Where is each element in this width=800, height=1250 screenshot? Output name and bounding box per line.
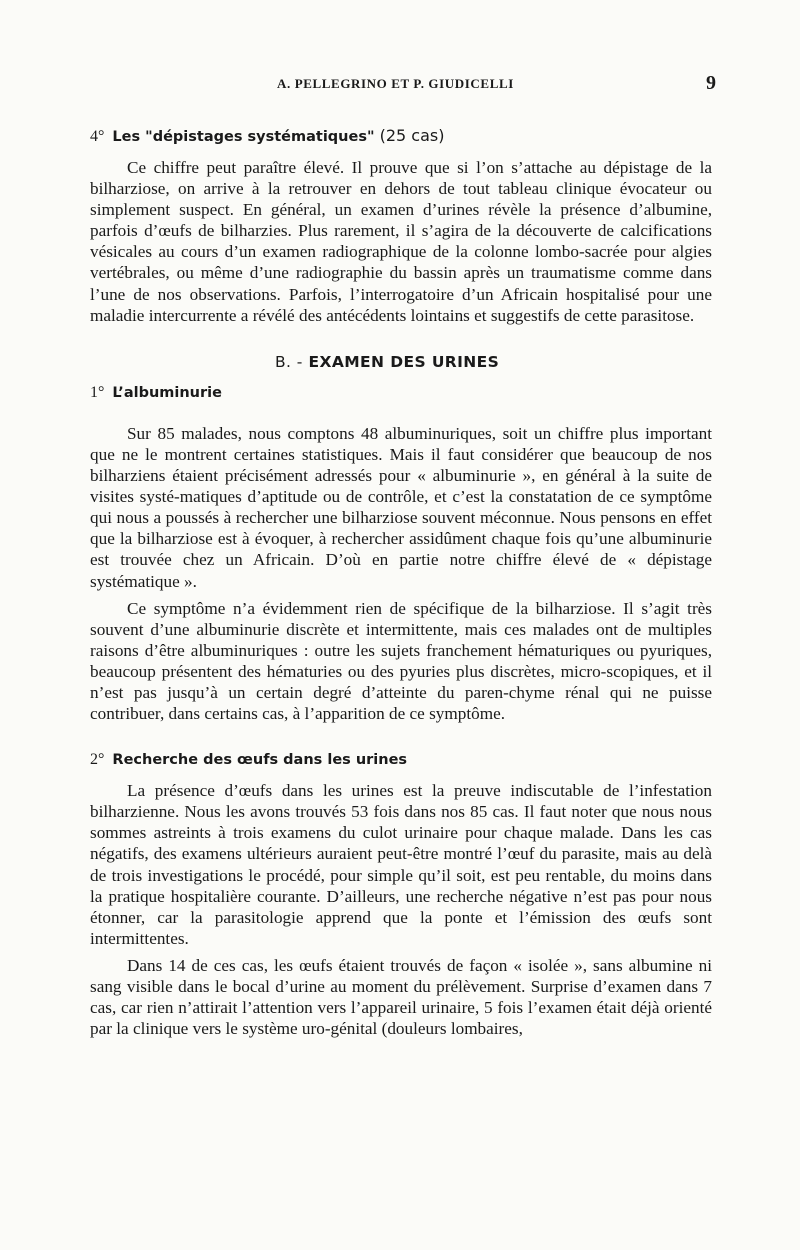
section-4-number: 4°: [90, 128, 105, 145]
section-b-letter: B. -: [275, 352, 303, 371]
section-4-heading: [90, 126, 712, 147]
section-2-paragraph-1: La présence d’œufs dans les urines est la preuve indiscutable de l’infestation bilharzienne. Nous les avons trouvés 53 fois dans nos 85 cas. Il faut noter que nous nous sommes astreints à trois examens du culot urinaire pour chaque malade. Dans les cas négatifs, des examens ultérieurs auraient peut-être montré l’œuf du parasite, mais au delà de trois investigations le procédé, pour simple qu’il soit, est peu rentable, du moins dans la pratique hospitalière courante. D’ailleurs, une recherche négative n’est pas pour nous étonner, car la parasitologie apprend que la ponte et l’émission des œufs sont intermittentes.: [90, 781, 712, 948]
section-b-heading: [275, 352, 712, 373]
section-2-title: Recherche des œufs dans les urines: [112, 752, 408, 769]
section-1-paragraph-2: Ce symptôme n’a évidemment rien de spécifique de la bilharziose. Il s’agit très souvent d’une albuminurie discrète et intermittente, mais ces malades ont de multiples raisons d’être albuminuriques : outre les sujets franchement hématuriques ou pyuriques, beaucoup présentent des hématuries ou des pyuries plus discrètes, micro-scopiques, et il n’est pas jusqu’à un certain degré d’atteinte du paren-chyme rénal qui ne puisse contribuer, dans certains cas, à l’apparition de ce symptôme.: [90, 598, 712, 724]
page-number: 9: [706, 72, 716, 94]
section-2-paragraph-2: Dans 14 de ces cas, les œufs étaient trouvés de façon « isolée », sans albumine ni sang visible dans le bocal d’urine au moment du prélèvement. Surprise d’examen dans 7 cas, car rien n’attirait l’attention vers l’appareil urinaire, 5 fois l’examen était déjà orienté par la clinique vers le système uro-génital (douleurs lombaires,: [90, 955, 712, 1039]
section-2-number: 2°: [90, 751, 105, 769]
section-2-heading: [90, 750, 712, 770]
running-head: A. PELLEGRINO ET P. GIUDICELLI: [277, 76, 514, 91]
article-body: [90, 126, 712, 1039]
section-4-count: (25 cas): [379, 126, 445, 145]
section-b-title: EXAMEN DES URINES: [308, 352, 500, 371]
page-header: [0, 74, 800, 94]
section-1-paragraph-1: Sur 85 malades, nous comptons 48 albuminuriques, soit un chiffre plus important que ne le montrent certaines statistiques. Mais il faut considérer que beaucoup de nos bilharziens étaient précisément adressés pour « albuminurie », en général à la suite de visites systé-matiques d’aptitude ou de contrôle, et c’est la constatation de ce symptôme qui nous a poussés à rechercher une bilharziose souvent méconnue. Nous pensons en effet que la bilharziose est à évoquer, à rechercher assidûment chaque fois qu’une albuminurie est trouvée chez un Africain. D’où en partie notre chiffre élevé de « dépistage systématique ».: [90, 423, 712, 591]
section-1-number: 1°: [90, 383, 105, 401]
section-4-paragraph: Ce chiffre peut paraître élevé. Il prouve que si l’on s’attache au dépistage de la bilharziose, on arrive à la retrouver en dehors de tout tableau clinique évocateur ou simplement suspect. En général, un examen d’urines révèle la présence d’albumine, parfois d’œufs de bilharzies. Plus rarement, il s’agira de la découverte de calcifications vésicales au cours d’un examen radiographique de la colonne lombo-sacrée pour algies vertébrales, ou même d’une radiographie du bassin après un traumatisme comme dans l’une de nos observations. Parfois, l’interrogatoire d’un Africain hospitalisé pour une maladie intercurrente a révélé des antécédents lointains et suggestifs de cette parasitose.: [90, 158, 712, 325]
section-1-title: L’albuminurie: [112, 384, 222, 401]
section-1-heading: [90, 383, 712, 403]
section-4-title: Les "dépistages systématiques": [112, 129, 375, 145]
